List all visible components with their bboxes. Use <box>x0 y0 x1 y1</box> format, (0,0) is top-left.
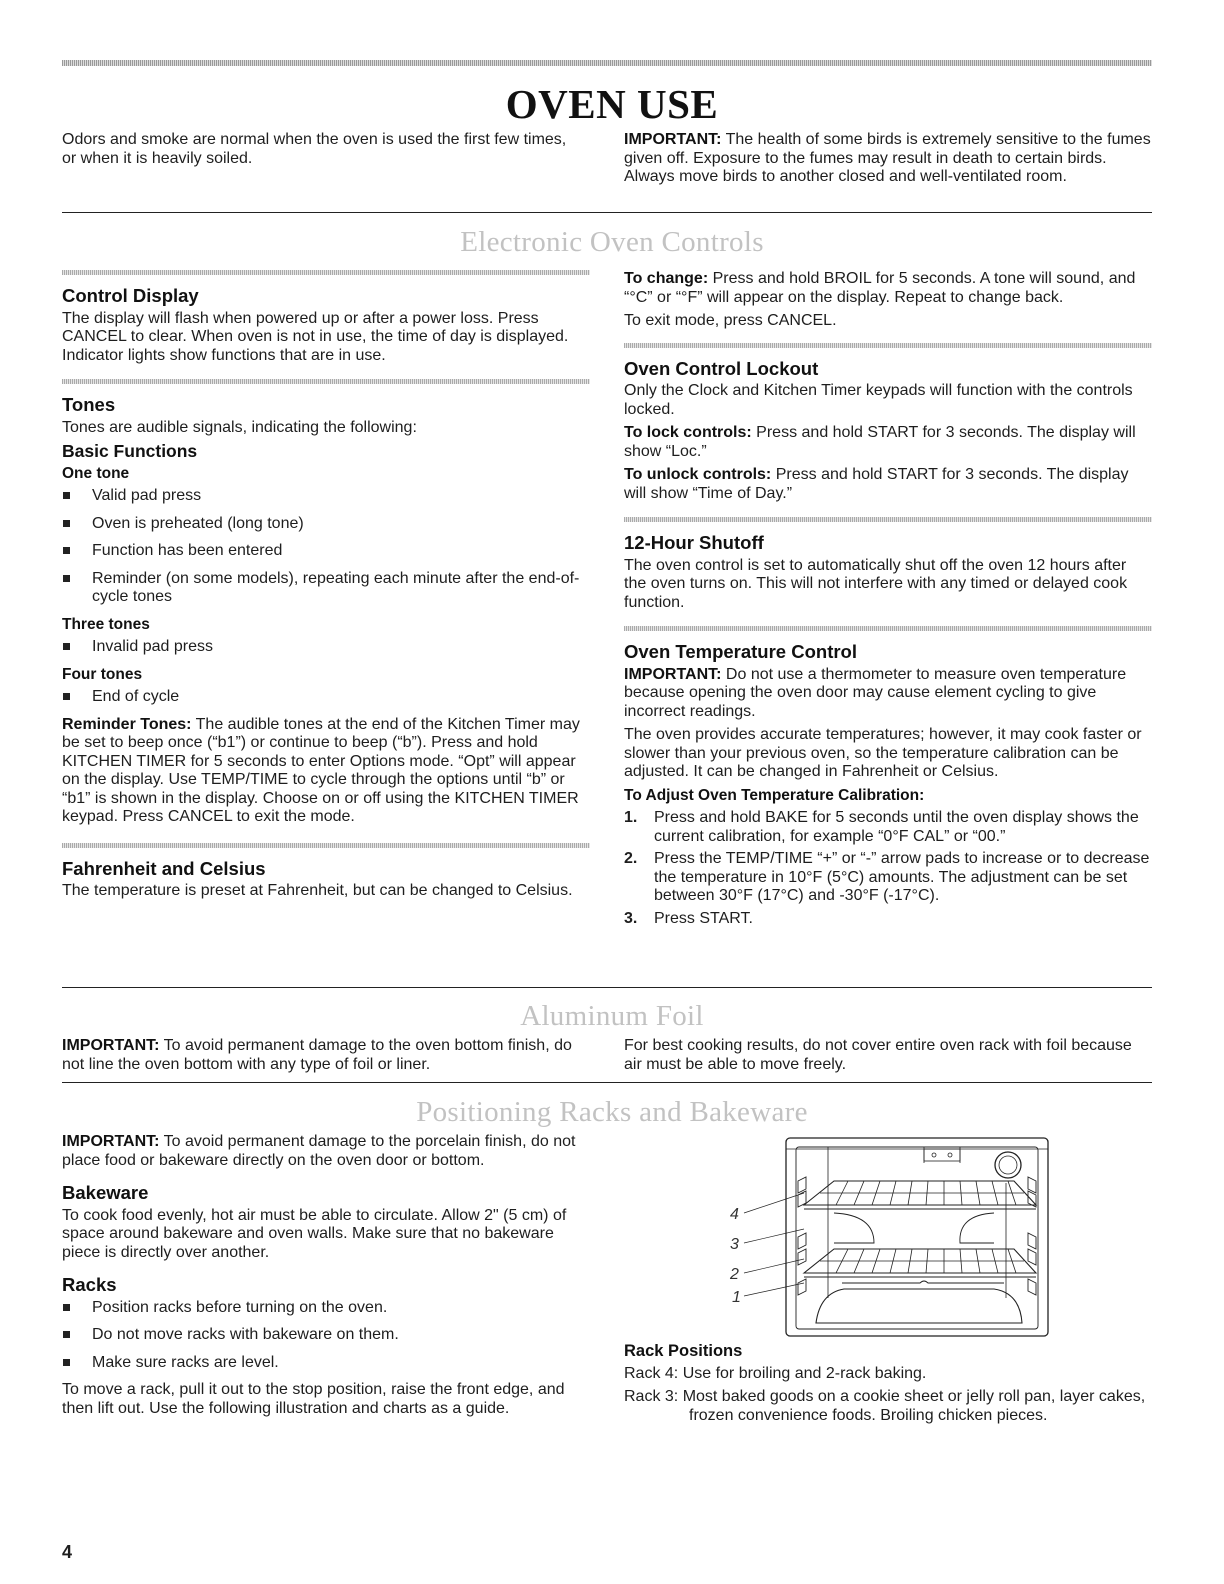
racks-list <box>62 1299 590 1373</box>
three-tones-label: Three tones <box>62 615 150 633</box>
step-item <box>624 809 1152 846</box>
subsection-divider <box>62 270 590 275</box>
temp-control-text: The oven provides accurate temperatures; however, it may cook faster or slower than your previous oven, so the temperature calibration can be adjusted. It can be changed in Fahrenheit or Celsius. <box>624 726 1142 780</box>
page-title: OVEN USE <box>505 81 719 127</box>
rack-4-text: Rack 4: Use for broiling and 2-rack baking. <box>624 1364 927 1382</box>
list-item: Invalid pad press <box>62 638 590 657</box>
temp-important-text: Do not use a thermometer to measure oven temperature because opening the oven door may cause element cycling to give incorrect readings. <box>624 665 1127 720</box>
step-number: 1. <box>624 809 638 826</box>
adjust-calibration-title: To Adjust Oven Temperature Calibration: <box>624 786 925 804</box>
exit-mode-text: To exit mode, press CANCEL. <box>624 312 837 329</box>
control-display-title: Control Display <box>62 285 199 306</box>
subsection-divider <box>624 343 1152 348</box>
important-label: IMPORTANT: <box>62 1133 160 1150</box>
tones-intro: Tones are audible signals, indicating the following: <box>62 418 417 436</box>
rack-upper <box>804 1181 1036 1209</box>
three-tones-list <box>62 638 590 657</box>
oven-bottom <box>816 1289 1022 1323</box>
four-tones-list <box>62 688 590 707</box>
shutoff-title: 12-Hour Shutoff <box>624 532 764 553</box>
important-label: IMPORTANT: <box>62 1037 160 1054</box>
top-decorative-bar <box>62 60 1152 66</box>
bakeware-text: To cook food evenly, hot air must be able to circulate. Allow 2" (5 cm) of space around bakeware and oven walls. Make sure that no bakeware piece is directly over another. <box>62 1206 567 1261</box>
subsection-divider <box>624 626 1152 631</box>
list-item: End of cycle <box>62 688 590 707</box>
subsection-divider <box>62 843 590 848</box>
lock-label: To lock controls: <box>624 424 752 441</box>
foil-right <box>624 1037 1152 1079</box>
bakeware-title: Bakeware <box>62 1182 149 1203</box>
one-tone-label: One tone <box>62 464 130 482</box>
temp-control-title: Oven Temperature Control <box>624 641 858 662</box>
tones-title: Tones <box>62 394 116 415</box>
section-heading-electronic: Electronic Oven Controls <box>460 226 764 258</box>
unlock-para <box>624 466 1152 503</box>
foil-left <box>62 1037 582 1079</box>
fahrenheit-text: The temperature is preset at Fahrenheit, but can be changed to Celsius. <box>62 882 573 899</box>
rack-positions-title: Rack Positions <box>624 1342 743 1360</box>
lockout-title: Oven Control Lockout <box>624 357 819 379</box>
page-number: 4 <box>62 1542 73 1562</box>
racks-title: Racks <box>62 1274 117 1295</box>
list-item: Make sure racks are level. <box>62 1354 590 1373</box>
four-tones-label: Four tones <box>62 665 143 683</box>
step-item <box>624 850 1152 906</box>
list-item: Valid pad press <box>62 487 590 506</box>
to-change-text: Press and hold BROIL for 5 seconds. A tone will sound, and “°C” or “°F” will appear on the display. Repeat to change back. <box>624 270 1136 306</box>
rack-3-text: Rack 3: Most baked goods on a cookie sheet or jelly roll pan, layer cakes, frozen convenience foods. Broiling chicken pieces. <box>624 1388 1146 1424</box>
electronic-right-column <box>624 270 1152 932</box>
move-rack-text: To move a rack, pull it out to the stop position, raise the front edge, and then lift out. Use the following illustration and charts as a guide. <box>62 1381 565 1417</box>
section-rule <box>62 1082 1152 1083</box>
rack-label-4: 4 <box>730 1206 739 1223</box>
list-item: Function has been entered <box>62 542 590 561</box>
subsection-divider <box>62 379 590 384</box>
fahrenheit-title: Fahrenheit and Celsius <box>62 857 266 879</box>
lock-para <box>624 424 1152 461</box>
one-tone-list <box>62 487 590 607</box>
shutoff-text: The oven control is set to automatically shut off the oven 12 hours after the oven turns on. This will not interfere with any timed or delayed cook function. <box>624 556 1128 611</box>
foil-left-text: To avoid permanent damage to the oven bottom finish, do not line the oven bottom with any type of foil or liner. <box>62 1037 572 1073</box>
unlock-text: Press and hold START for 3 seconds. The display will show “Time of Day.” <box>624 466 1129 502</box>
basic-functions-title: Basic Functions <box>62 441 198 461</box>
rack-label-3: 3 <box>730 1236 739 1253</box>
lock-text: Press and hold START for 3 seconds. The display will show “Loc.” <box>624 424 1136 460</box>
intro-left <box>62 131 582 173</box>
step-text: Press START. <box>654 909 753 927</box>
reminder-tones-label: Reminder Tones: <box>62 715 192 733</box>
rack-label-2: 2 <box>730 1266 739 1283</box>
rack-diagram <box>724 1133 1054 1339</box>
section-heading-racks: Positioning Racks and Bakeware <box>416 1096 808 1128</box>
step-item <box>624 910 1152 929</box>
racks-important-text: To avoid permanent damage to the porcelain finish, do not place food or bakeware directly on the oven door or bottom. <box>62 1133 576 1169</box>
foil-right-text: For best cooking results, do not cover entire oven rack with foil because air must be able to move freely. <box>624 1037 1132 1073</box>
reminder-tones-text: The audible tones at the end of the Kitchen Timer may be set to beep once (“b1”) or continue to beep (“b”). Press and hold KITCHEN TIMER for 5 seconds to enter Options mode. “Opt” will appear on the display. Use TEMP/TIME to cycle through the options until “b” or “b1” is shown in the display. Choose on or off using the KITCHEN TIMER keypad. Press CANCEL to exit the mode. <box>62 715 580 825</box>
list-item: Reminder (on some models), repeating each minute after the end-of-cycle tones <box>62 570 590 607</box>
step-number: 3. <box>624 909 638 927</box>
subsection-divider <box>624 517 1152 522</box>
racks-left-column <box>62 1133 590 1423</box>
electronic-left-column <box>62 270 590 906</box>
step-number: 2. <box>624 850 638 867</box>
list-item: Position racks before turning on the oven. <box>62 1299 590 1318</box>
intro-left-text: Odors and smoke are normal when the oven is used the first few times, or when it is heavily soiled. <box>62 131 567 167</box>
calibration-steps <box>624 809 1152 928</box>
oven-outer-frame <box>786 1138 1048 1336</box>
list-item: Do not move racks with bakeware on them. <box>62 1326 590 1345</box>
intro-right-para <box>624 131 1152 187</box>
intro-right-text: The health of some birds is extremely sensitive to the fumes given off. Exposure to the fumes may result in death to certain birds. Always move birds to another closed and well-ventilated room. <box>624 131 1151 185</box>
rack-positions <box>624 1342 1152 1430</box>
racks-important-para <box>62 1133 590 1170</box>
rack-lower <box>804 1249 1036 1277</box>
to-change-para <box>624 270 1152 307</box>
section-rule <box>62 212 1152 213</box>
oven-inner-frame <box>796 1147 1038 1329</box>
section-rule <box>62 987 1152 988</box>
important-label: IMPORTANT: <box>624 665 722 683</box>
step-text: Press and hold BAKE for 5 seconds until the oven display shows the current calibration, for example “0°F CAL” or “00.” <box>654 809 1139 845</box>
step-text: Press the TEMP/TIME “+” or “-” arrow pads to increase or to decrease the temperature in 10°F (5°C) amounts. The adjustment can be set between 30°F (17°C) and -30°F (-17°C). <box>654 850 1150 904</box>
control-display-text: The display will flash when powered up or after a power loss. Press CANCEL to clear. When oven is not in use, the time of day is displayed. Indicator lights show functions that are in use. <box>62 309 569 364</box>
temp-important-para <box>624 666 1152 722</box>
to-change-label: To change: <box>624 270 709 287</box>
intro-right <box>624 131 1152 192</box>
lockout-text: Only the Clock and Kitchen Timer keypads will function with the controls locked. <box>624 382 1133 418</box>
section-heading-foil: Aluminum Foil <box>520 1000 704 1032</box>
foil-left-para <box>62 1037 582 1074</box>
important-label: IMPORTANT: <box>624 131 722 148</box>
unlock-label: To unlock controls: <box>624 466 772 483</box>
rack-label-1: 1 <box>732 1289 741 1306</box>
reminder-tones-para <box>62 716 590 827</box>
list-item: Oven is preheated (long tone) <box>62 515 590 534</box>
